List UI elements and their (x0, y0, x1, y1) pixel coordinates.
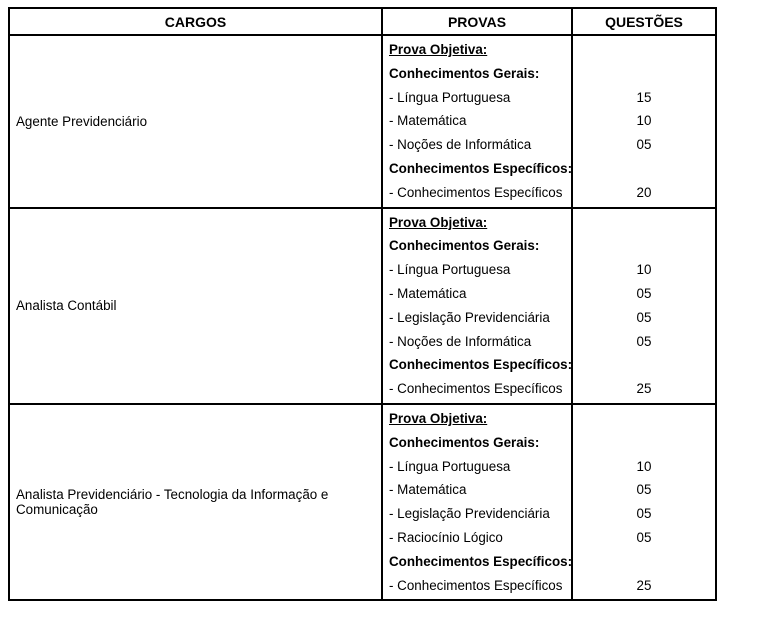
cargo-label: Analista Contábil (16, 298, 117, 314)
prova-line: - Raciocínio Lógico (389, 529, 503, 545)
prova-line: - Conhecimentos Específicos (389, 577, 563, 593)
provas-cell (383, 405, 573, 599)
provas-cell (383, 36, 573, 207)
questao-value: 15 (636, 89, 652, 105)
prova-line: - Conhecimentos Específicos (389, 381, 563, 397)
questao-value: 05 (636, 137, 652, 153)
prova-line: - Legislação Previdenciária (389, 309, 550, 325)
questao-value: 05 (636, 333, 652, 349)
questao-value: 10 (636, 113, 652, 129)
provas-table (8, 7, 717, 601)
questao-value: 05 (636, 529, 652, 545)
prova-line: Conhecimentos Específicos: (389, 160, 573, 176)
table-row (10, 36, 715, 207)
questoes-cell (573, 36, 715, 207)
questao-value: 05 (636, 285, 652, 301)
provas-cell (383, 209, 573, 403)
cargo-cell (10, 36, 383, 207)
questao-value (573, 431, 715, 455)
prova-line: - Língua Portuguesa (389, 89, 511, 105)
questao-value (573, 234, 715, 258)
table-header-row (10, 9, 715, 36)
questao-value: 10 (636, 458, 652, 474)
prova-line: Conhecimentos Gerais: (389, 238, 540, 254)
prova-line: Conhecimentos Específicos: (389, 357, 573, 373)
questao-value (573, 211, 715, 235)
questoes-cell (573, 209, 715, 403)
questao-value: 05 (636, 506, 652, 522)
questao-value: 10 (636, 262, 652, 278)
cargo-label: Agente Previdenciário (16, 113, 148, 129)
prova-line: - Matemática (389, 285, 467, 301)
prova-line: - Legislação Previdenciária (389, 506, 550, 522)
prova-line: Prova Objetiva: (389, 42, 488, 57)
prova-line: Conhecimentos Gerais: (389, 65, 540, 81)
questao-value (573, 157, 715, 181)
header-cargos: CARGOS (10, 9, 383, 34)
prova-line: Conhecimentos Específicos: (389, 553, 573, 569)
questao-value (573, 38, 715, 62)
questao-value: 20 (636, 184, 652, 200)
questao-value: 25 (636, 381, 652, 397)
cargo-cell (10, 209, 383, 403)
questoes-cell (573, 405, 715, 599)
questao-value: 25 (636, 577, 652, 593)
questao-value (573, 407, 715, 431)
prova-line: - Noções de Informática (389, 137, 532, 153)
questao-value: 05 (636, 482, 652, 498)
table-row (10, 403, 715, 599)
questao-value (573, 353, 715, 377)
prova-line: - Matemática (389, 482, 467, 498)
cargo-label: Analista Previdenciário - Tecnologia da Informação e Comunicação (16, 487, 329, 518)
table-row (10, 207, 715, 403)
prova-line: Prova Objetiva: (389, 214, 488, 230)
questao-value (573, 62, 715, 86)
prova-line: - Língua Portuguesa (389, 458, 511, 474)
header-provas: PROVAS (383, 9, 573, 34)
prova-line: Conhecimentos Gerais: (389, 434, 540, 450)
questao-value (573, 550, 715, 574)
prova-line: - Matemática (389, 113, 467, 129)
header-questoes: QUESTÕES (605, 13, 683, 30)
prova-line: - Conhecimentos Específicos (389, 184, 563, 200)
questao-value: 05 (636, 309, 652, 325)
prova-line: Prova Objetiva: (389, 410, 488, 426)
prova-line: - Noções de Informática (389, 333, 532, 349)
cargo-cell (10, 405, 383, 599)
prova-line: - Língua Portuguesa (389, 262, 511, 278)
